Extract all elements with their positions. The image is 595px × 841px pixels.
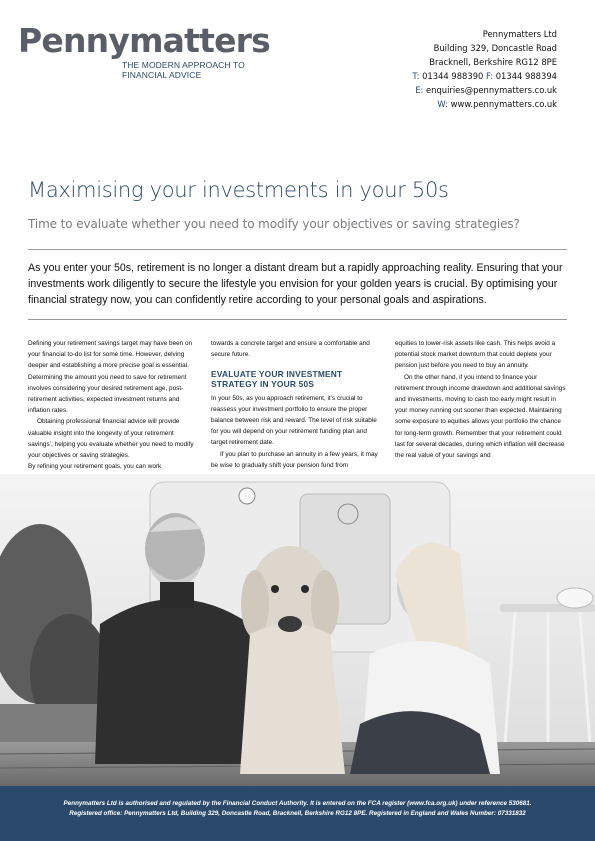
divider-bottom <box>28 319 567 320</box>
tel-label: T: <box>412 71 420 81</box>
col2-paragraph-3: If you plan to purchase an annuity in a few years, it may be wise to gradually shift your pension fund from <box>211 450 378 469</box>
col2-paragraph-2: In your 50s, as you approach retirement, it’s crucial to reassess your investment portfolio to ensure the proper balance between risk and reward. The level of risk suitable for you will depend on your retirement funding plan and target retirement date. <box>211 394 377 447</box>
contact-email-row <box>412 83 557 97</box>
brand-tagline-line2: FINANCIAL ADVICE <box>122 70 202 80</box>
col2-heading: EVALUATE YOUR INVESTMENT STRATEGY IN YOUR 50S <box>211 369 343 389</box>
col2-paragraph-1: towards a concrete target and ensure a comfortable and secure future. <box>211 340 370 359</box>
column-2 <box>211 338 383 471</box>
brand-tagline-line1: THE MODERN APPROACH TO <box>122 60 245 70</box>
column-3 <box>395 338 567 461</box>
web-link[interactable]: www.pennymatters.co.uk <box>450 99 557 109</box>
brand-logo <box>18 21 270 80</box>
col1-paragraph-1: Defining your retirement savings target may have been on your financial to-do list for some time. However, delving deeper and establishing a more precise goal is essential. Determining the amount you need to save for retirement involves considering your desired retirement age, post-retirement activities, expected investment returns and inflation rates. <box>28 340 193 415</box>
email-label: E: <box>415 85 424 95</box>
col1-paragraph-3: By refining your retirement goals, you can work <box>28 463 162 471</box>
tel-number: 01344 988390 <box>422 71 484 81</box>
article-title: Maximising your investments in your 50s <box>28 178 449 202</box>
column-1 <box>28 338 200 472</box>
footer-line-1: Pennymatters Ltd is authorised and regulated by the Financial Conduct Authority. It is entered on the FCA register (www.fca.org.uk) under reference 530681. <box>63 800 532 807</box>
fax-number: 01344 988394 <box>495 71 557 81</box>
web-label: W: <box>437 99 448 109</box>
couple-with-dog-photo <box>0 474 595 786</box>
col3-paragraph-1: equities to lower-risk assets like cash. This helps avoid a potential stock market downturn that could deplete your pension just before you need to buy an annuity. <box>395 340 556 370</box>
contact-block <box>412 27 557 111</box>
footer-line-2: Registered office: Pennymatters Ltd, Building 329, Doncastle Road, Bracknell, Berkshire RG12 8PE. Registered in England and Wales Number: 07331832 <box>69 810 526 817</box>
contact-address-line1: Building 329, Doncastle Road <box>433 43 557 53</box>
col1-paragraph-2: Obtaining professional financial advice will provide valuable insight into the longevity of your retirement savings’, helping you evaluate whether you need to modify your objectives or saving strategies. <box>28 418 194 460</box>
email-link[interactable]: enquiries@pennymatters.co.uk <box>426 85 557 95</box>
contact-company: Pennymatters Ltd <box>482 29 557 39</box>
col3-paragraph-2: On the other hand, if you intend to finance your retirement through income drawdown and additional savings and investments, moving to cash too early might result in your money running out sooner than expected. Maintaining some exposure to equities allows your portfolio the chance for long-term growth. Remember that your retirement could last for several decades, during which inflation will decrease the real value of your savings and <box>395 373 566 460</box>
divider-top <box>28 249 567 250</box>
article-photo <box>0 474 595 786</box>
contact-web-row <box>412 97 557 111</box>
brand-tagline <box>122 60 270 80</box>
fax-label: F: <box>486 71 494 81</box>
article-subtitle: Time to evaluate whether you need to modify your objectives or saving strategies? <box>28 217 520 231</box>
contact-address-line2: Bracknell, Berkshire RG12 8PE <box>429 57 557 67</box>
article-intro: As you enter your 50s, retirement is no longer a distant dream but a rapidly approaching reality. Ensuring that your investments work diligently to secure the lifestyle you envision for your golden years is crucial. By optimising your financial strategy now, you can confidently retire according to your personal goals and aspirations. <box>28 262 563 306</box>
contact-phone-row <box>412 69 557 83</box>
brand-name: Pennymatters <box>18 21 270 60</box>
footer-regulatory <box>0 786 595 841</box>
